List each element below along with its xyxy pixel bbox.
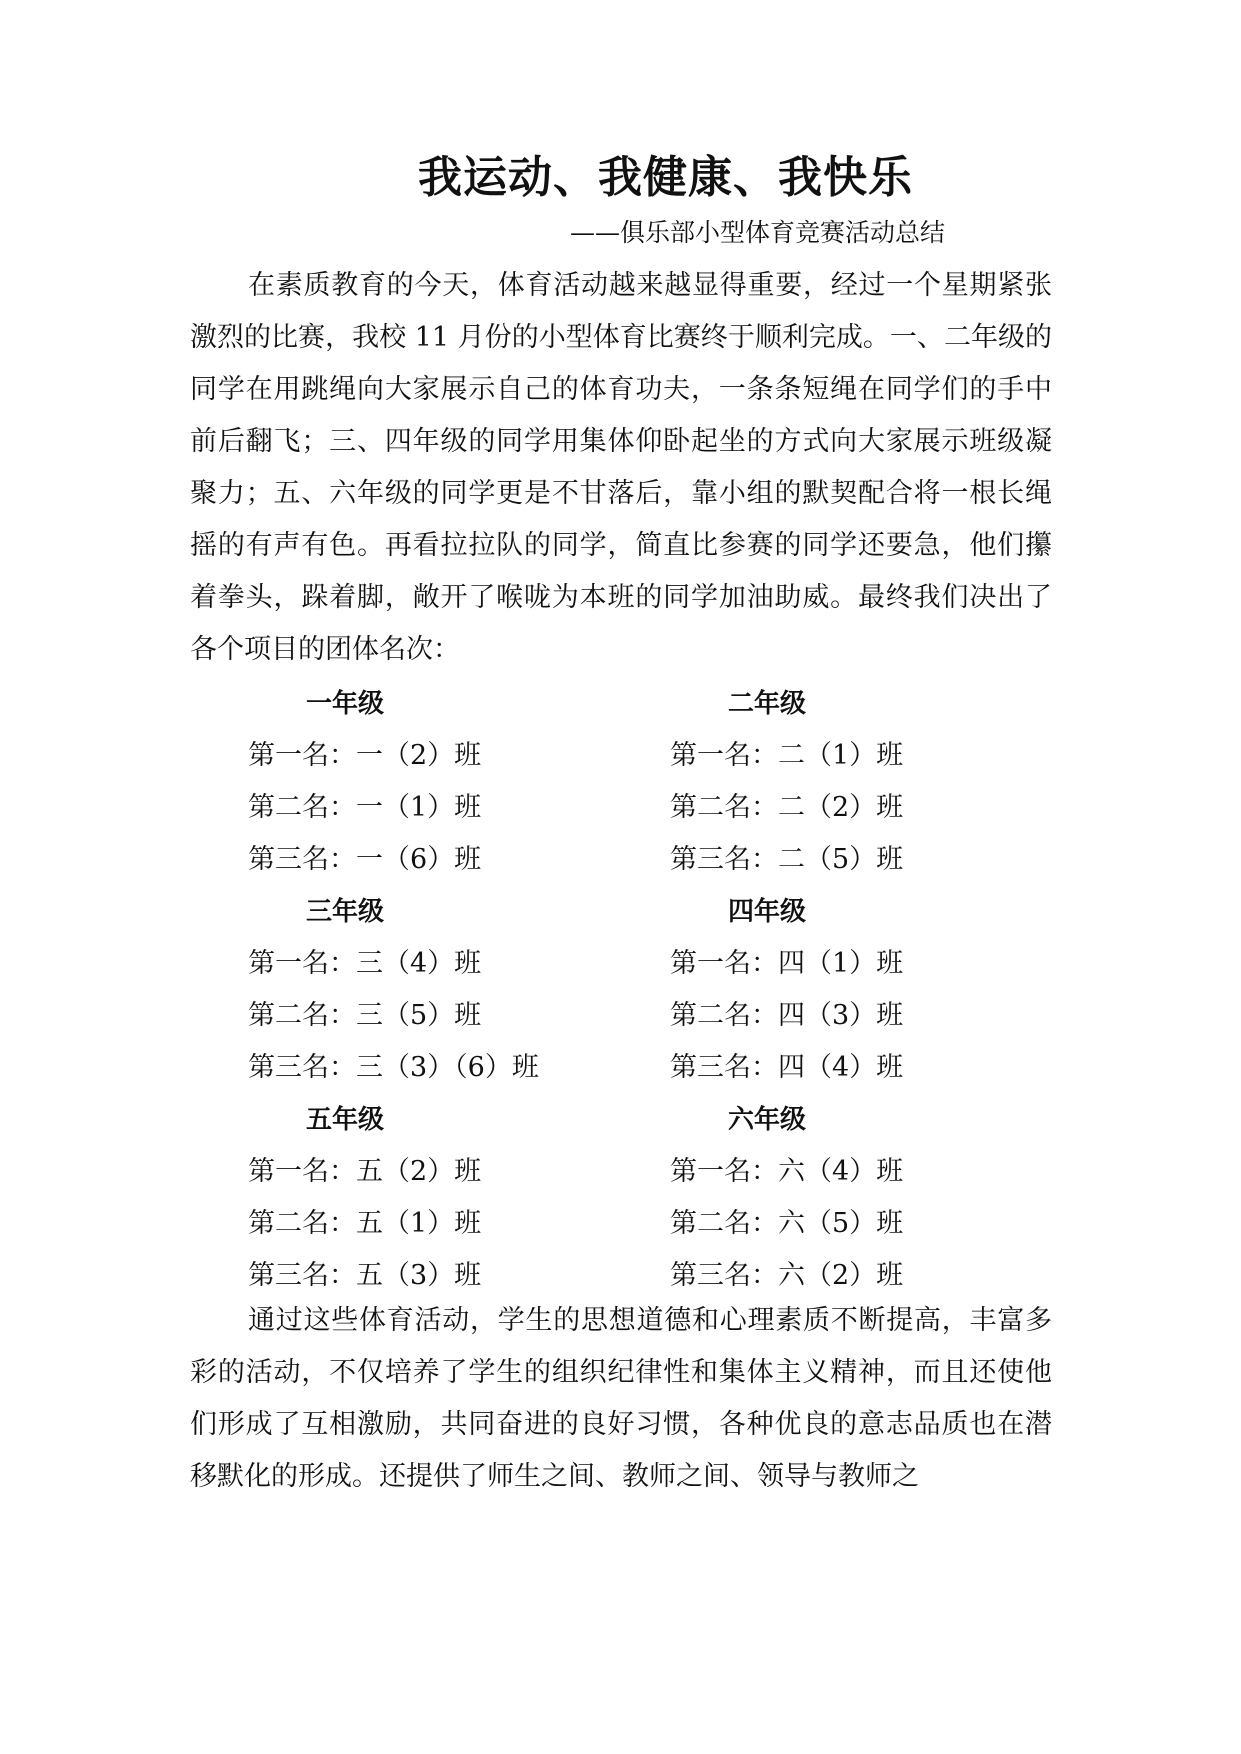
grade-block-4 (670, 886, 1050, 1094)
rank-third: 第三名：六（2）班 (670, 1260, 904, 1291)
grade-heading: 二年级 (728, 689, 807, 719)
closing-paragraph: 通过这些体育活动，学生的思想道德和心理素质不断提高，丰富多彩的活动，不仅培养了学生的组织纪律性和集体主义精神，而且还使他们形成了互相激励，共同奋进的良好习惯，各种优良的意志品质也在潜移默化的形成。还提供了师生之间、教师之间、领导与教师之 (190, 1305, 1052, 1492)
document-title: 我运动、我健康、我快乐 (418, 152, 913, 203)
grade-block-2 (670, 678, 1050, 886)
rank-first: 第一名：四（1）班 (670, 948, 904, 979)
grade-heading: 三年级 (306, 897, 385, 927)
rank-third: 第三名：四（4）班 (670, 1052, 904, 1083)
rank-second: 第二名：三（5）班 (248, 1000, 482, 1031)
grade-heading: 一年级 (306, 689, 385, 719)
document-subtitle: ——俱乐部小型体育竞赛活动总结 (570, 218, 946, 247)
rank-third: 第三名：五（3）班 (248, 1260, 482, 1291)
rank-second: 第二名：二（2）班 (670, 792, 904, 823)
grade-block-5 (248, 1094, 628, 1302)
grade-heading: 五年级 (306, 1105, 385, 1135)
rank-second: 第二名：一（1）班 (248, 792, 482, 823)
rank-first: 第一名：六（4）班 (670, 1156, 904, 1187)
grade-block-3 (248, 886, 628, 1094)
rank-second: 第二名：四（3）班 (670, 1000, 904, 1031)
rank-second: 第二名：五（1）班 (248, 1208, 482, 1239)
grade-block-6 (670, 1094, 1050, 1302)
rank-third: 第三名：三（3）（6）班 (248, 1052, 539, 1083)
rank-first: 第一名：一（2）班 (248, 740, 482, 771)
grade-heading: 六年级 (728, 1105, 807, 1135)
grade-block-1 (248, 678, 628, 886)
rank-second: 第二名：六（5）班 (670, 1208, 904, 1239)
rank-first: 第一名：三（4）班 (248, 948, 482, 979)
grade-heading: 四年级 (728, 897, 807, 927)
rank-third: 第三名：二（5）班 (670, 844, 904, 875)
rank-first: 第一名：二（1）班 (670, 740, 904, 771)
intro-paragraph: 在素质教育的今天，体育活动越来越显得重要，经过一个星期紧张激烈的比赛，我校 11 月份的小型体育比赛终于顺利完成。一、二年级的同学在用跳绳向大家展示自己的体育功夫，一条条短绳在同学们的手中前后翻飞；三、四年级的同学用集体仰卧起坐的方式向大家展示班级凝聚力；五、六年级的同学更是不甘落后，靠小组的默契配合将一根长绳摇的有声有色。再看拉拉队的同学，简直比参赛的同学还要急，他们攥着拳头，跺着脚，敞开了喉咙为本班的同学加油助威。最终我们决出了各个项目的团体名次： (190, 270, 1052, 665)
rank-first: 第一名：五（2）班 (248, 1156, 482, 1187)
rank-third: 第三名：一（6）班 (248, 844, 482, 875)
